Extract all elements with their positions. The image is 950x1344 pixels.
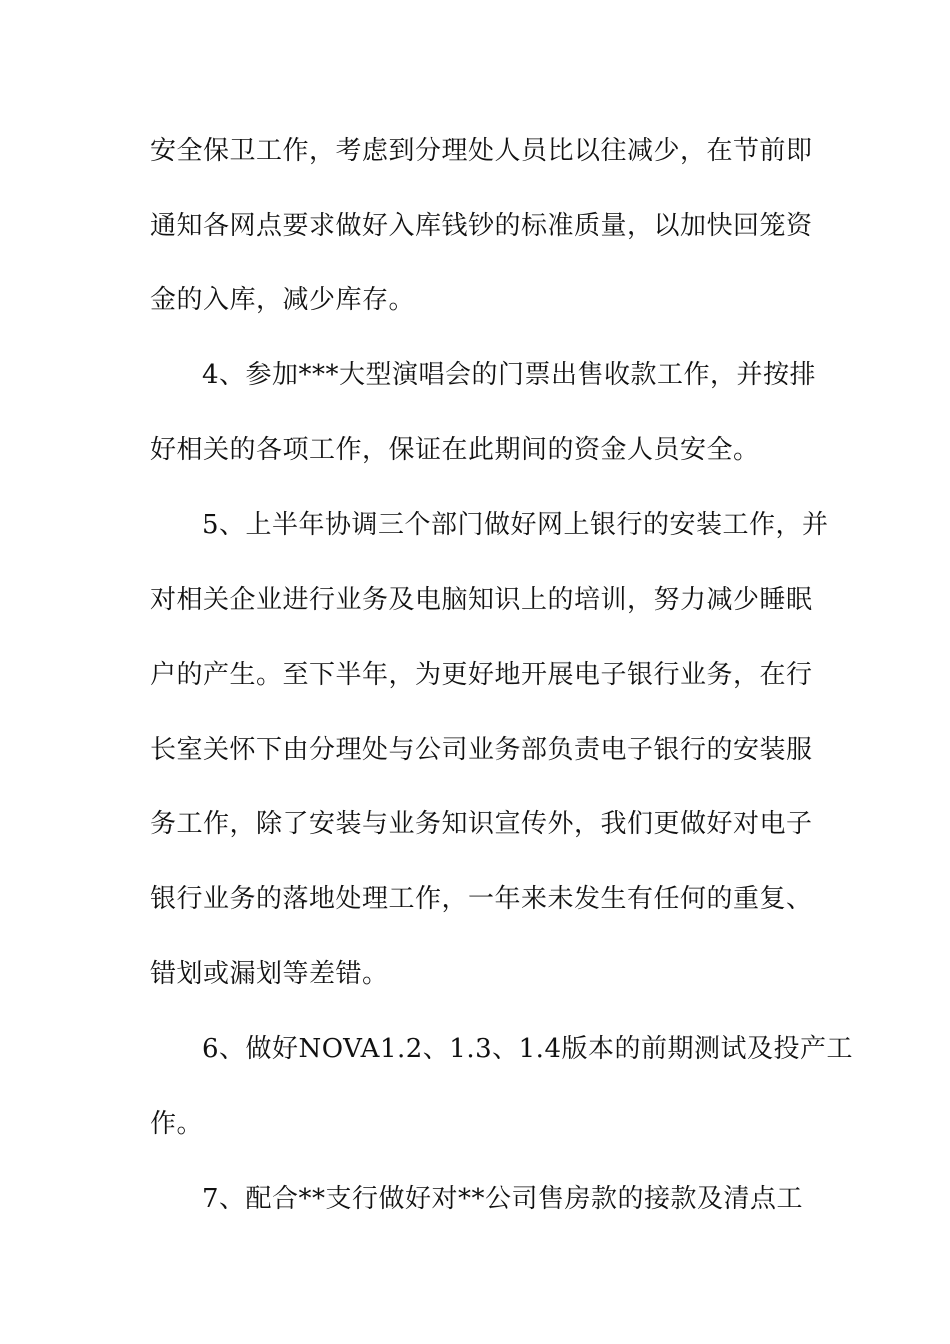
text-line: 错划或漏划等差错。 — [150, 959, 389, 989]
text-line: 对相关企业进行业务及电脑知识上的培训，努力减少睡眠 — [150, 585, 813, 615]
text-line: 安全保卫工作，考虑到分理处人员比以往减少，在节前即 — [150, 136, 813, 166]
text-line: 务工作，除了安装与业务知识宣传外，我们更做好对电子 — [150, 809, 813, 839]
text-line: 作。 — [150, 1109, 204, 1139]
text-line: 7、配合**支行做好对**公司售房款的接款及清点工 — [202, 1184, 804, 1214]
text-line: 金的入库，减少库存。 — [150, 285, 416, 315]
text-line: 通知各网点要求做好入库钱钞的标准质量，以加快回笼资 — [150, 211, 813, 241]
text-line: 户的产生。至下半年，为更好地开展电子银行业务，在行 — [150, 660, 813, 690]
text-line: 4、参加***大型演唱会的门票出售收款工作，并按排 — [202, 360, 817, 390]
text-line: 6、做好NOVA1.2、1.3、1.4版本的前期测试及投产工 — [202, 1034, 853, 1064]
text-line: 银行业务的落地处理工作，一年来未发生有任何的重复、 — [150, 884, 813, 914]
text-line: 5、上半年协调三个部门做好网上银行的安装工作，并 — [202, 510, 829, 540]
text-line: 好相关的各项工作，保证在此期间的资金人员安全。 — [150, 435, 760, 465]
text-line: 长室关怀下由分理处与公司业务部负责电子银行的安装服 — [150, 735, 813, 765]
